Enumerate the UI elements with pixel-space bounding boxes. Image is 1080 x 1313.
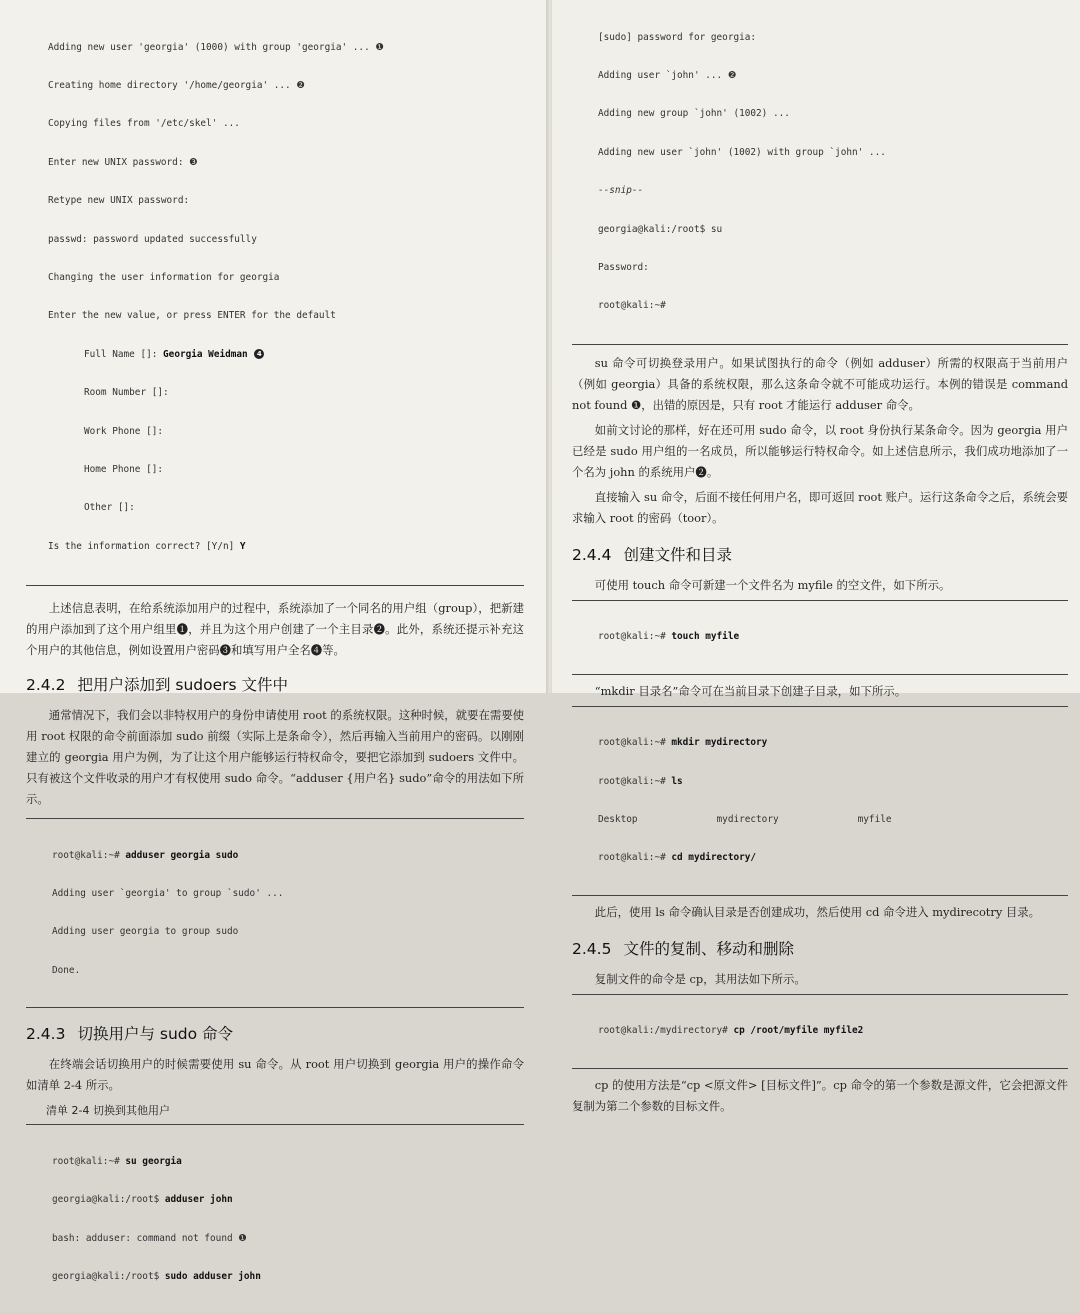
code-line: Adding new user `john' (1002) with group `john' ... — [598, 146, 886, 158]
code-line: Desktop mydirectory myfile — [598, 814, 892, 826]
code-line: Done. — [52, 964, 81, 976]
paragraph: 通常情况下，我们会以非特权用户的身份申请使用 root 的系统权限。这种时候，就要在需要使用 root 权限的命令前面添加 sudo 前缀（实际上是条命令），然后再输入当前用户的密码。以刚刚建立的 georgia 用户为例，为了让这个用户能够运行特权命令，要把它添加到 sudoers 文件中。只有被这个文件收录的用户才有权使用 sudo 命令。“adduser {用户名} sudo”命令的用法如下所示。 — [26, 708, 525, 807]
code-line: passwd: password updated successfully — [48, 233, 257, 245]
code-block-cp — [572, 994, 1068, 1069]
callout-4-icon: 4 — [254, 349, 264, 359]
code-line: Copying files from '/etc/skel' ... — [48, 118, 240, 130]
adduser-output — [26, 16, 524, 579]
code-line: Adding user `georgia' to group `sudo' ... — [52, 888, 284, 900]
paragraph: 在终端会话切换用户的时候需要使用 su 命令。从 root 用户切换到 georgia 用户的操作命令如清单 2-4 所示。 — [26, 1057, 524, 1093]
code-line: Adding new group `john' (1002) ... — [598, 108, 790, 120]
paragraph: 复制文件的命令是 cp，其用法如下所示。 — [594, 971, 806, 986]
code-block-touch — [572, 600, 1068, 675]
code-line: root@kali:~# — [598, 300, 666, 312]
right-page — [552, 0, 1080, 1113]
paragraph: cp 的使用方法是“cp <原文件> [目标文件]”。cp 命令的第一个参数是源文件，它会把源文件复制为第二个参数的目标文件。 — [572, 1077, 1068, 1113]
paragraph: 上述信息表明，在给系统添加用户的过程中，系统添加了一个同名的用户组（group），把新建的用户添加到了这个用户组里❶，并且为这个用户创建了一个主目录❷。此外，系统还提示补充这个用户的其他信息，例如设置用户密码❸和填写用户全名❹等。 — [26, 601, 524, 658]
code-line: Enter new UNIX password: ❸ — [48, 156, 198, 168]
section-heading-2-4-5: 2.4.5 文件的复制、移动和删除 — [572, 939, 794, 958]
section-heading-2-4-2: 2.4.2 把用户添加到 sudoers 文件中 — [26, 676, 289, 695]
left-page — [0, 0, 548, 1282]
paragraph: 此后，使用 ls 命令确认目录是否创建成功，然后使用 cd 命令进入 mydirecotry 目录。 — [594, 904, 1041, 919]
code-line: root@kali:/mydirectory# cp /root/myfile myfile2 — [598, 1025, 864, 1037]
code-line: Retype new UNIX password: — [48, 195, 190, 207]
code-line: Adding user georgia to group sudo — [52, 926, 239, 938]
code-line: root@kali:~# mkdir mydirectory — [598, 737, 768, 749]
code-line: [sudo] password for georgia: — [598, 31, 757, 43]
code-line: root@kali:~# su georgia — [52, 1155, 182, 1167]
code-line: Password: — [598, 261, 649, 273]
paragraph: 如前文讨论的那样，好在还可用 sudo 命令，以 root 身份执行某条命令。因为 georgia 用户已经是 sudo 用户组的一名成员，所以能够运行特权命令。如上述信息所示，我们成功地添加了一个名为 john 的系统用户❷。 — [572, 422, 1068, 479]
paragraph: 直接输入 su 命令，后面不接任何用户名，即可返回 root 账户。运行这条命令之后，系统会要求输入 root 的密码（toor）。 — [572, 489, 1068, 525]
code-line: bash: adduser: command not found ❶ — [52, 1232, 247, 1244]
code-line-fullname: Full Name []: Georgia Weidman 4 — [26, 349, 524, 362]
listing-title: 清单 2-4 切换到其他用户 — [46, 1104, 170, 1118]
code-line: georgia@kali:/root$ sudo adduser john — [52, 1270, 261, 1282]
code-line: Enter the new value, or press ENTER for the default — [48, 310, 336, 322]
code-line: Room Number []: — [84, 387, 169, 399]
code-line: Adding new user 'georgia' (1000) with group 'georgia' ... ❶ — [48, 41, 384, 53]
paragraph: “mkdir 目录名”命令可在当前目录下创建子目录，如下所示。 — [594, 683, 907, 698]
code-block-listing-2-4 — [26, 1124, 524, 1313]
sudo-adduser-output — [572, 6, 1068, 345]
code-line: Adding user `john' ... ❷ — [598, 69, 737, 81]
code-line: Home Phone []: — [84, 463, 164, 475]
section-heading-2-4-3: 2.4.3 切换用户与 sudo 命令 — [26, 1025, 234, 1044]
paragraph: su 命令可切换登录用户。如果试图执行的命令（例如 adduser）所需的权限高于当前用户（例如 georgia）具备的系统权限，那么这条命令就不可能成功运行。本例的错误是 command not found ❶，出错的原因是，只有 root 才能运行 adduser 命令。 — [572, 355, 1068, 412]
code-line: georgia@kali:/root$ su — [598, 223, 723, 235]
code-line: root@kali:~# cd mydirectory/ — [598, 852, 757, 864]
code-line: --snip-- — [598, 185, 644, 197]
code-line: georgia@kali:/root$ adduser john — [52, 1194, 233, 1206]
code-line: root@kali:~# touch myfile — [598, 631, 740, 643]
section-heading-2-4-4: 2.4.4 创建文件和目录 — [572, 545, 732, 564]
code-line: Work Phone []: — [84, 425, 164, 437]
code-line: root@kali:~# ls — [598, 775, 683, 787]
code-block-mkdir — [572, 706, 1068, 896]
code-line: Creating home directory '/home/georgia' ... ❷ — [48, 79, 305, 91]
code-line-confirm: Is the information correct? [Y/n] Y — [48, 540, 246, 552]
paragraph: 可使用 touch 命令可新建一个文件名为 myfile 的空文件，如下所示。 — [594, 577, 951, 592]
code-divider — [26, 585, 524, 586]
code-line: Changing the user information for georgia — [48, 271, 280, 283]
code-block-adduser-sudo — [26, 818, 524, 1008]
code-line: Other []: — [84, 502, 135, 514]
code-line: root@kali:~# adduser georgia sudo — [52, 849, 239, 861]
